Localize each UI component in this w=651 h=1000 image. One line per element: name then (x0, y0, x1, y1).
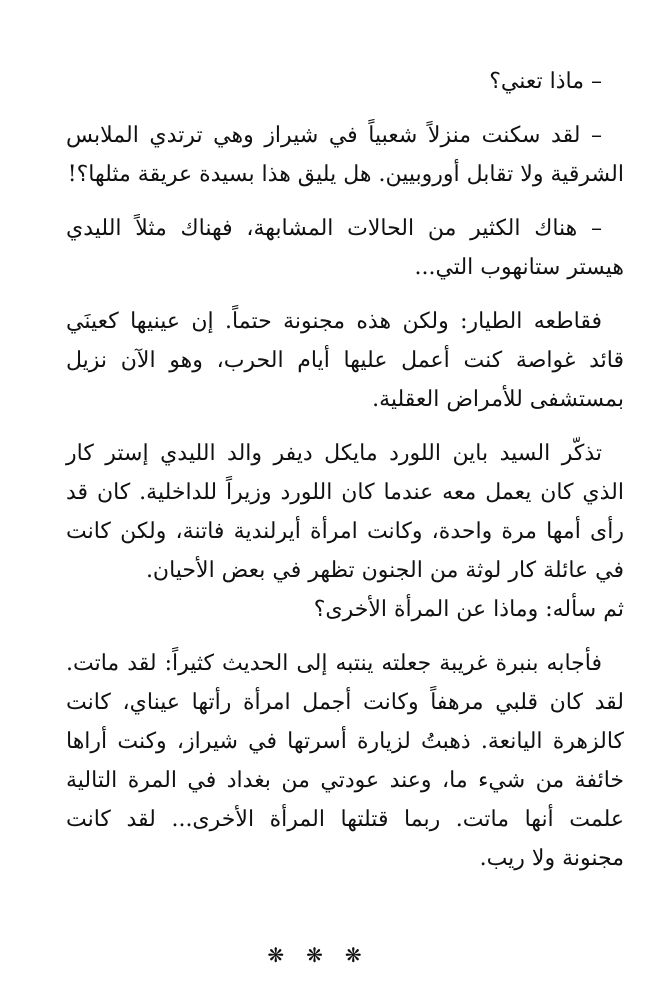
paragraph: تذكّر السيد باين اللورد مايكل ديفر والد الليدي إستر كار الذي كان يعمل معه عندما كان اللورد وزيراً للداخلية. كان قد رأى أمها مرة واحدة، وكانت امرأة أيرلندية فاتنة، ولكن كانت في عائلة كار لوثة من الجنون تظهر في بعض الأحيان. (66, 441, 624, 583)
section-break-ornament: ❋❋❋ (267, 943, 384, 967)
paragraph: فقاطعه الطيار: ولكن هذه مجنونة حتماً. إن عينيها كعينَي قائد غواصة كنت أعمل عليها أيام الحرب، وهو الآن نزيل بمستشفى للأمراض العقلية. (66, 309, 624, 412)
page-body (66, 62, 624, 893)
dialogue-line: – لقد سكنت منزلاً شعبياً في شيراز وهي ترتدي الملابس الشرقية ولا تقابل أوروبيين. هل يليق هذا بسيدة عريقة مثلها؟! (66, 123, 624, 187)
paragraph: فأجابه بنبرة غريبة جعلته ينتبه إلى الحديث كثيراً: لقد ماتت. لقد كان قلبي مرهفاً وكانت أجمل امرأة رأتها عيناي، كانت كالزهرة اليانعة. ذهبتُ لزيارة أسرتها في شيراز، وكنت أراها خائفة من شيء ما، وعند عودتي من بغداد في المرة التالية علمت أنها ماتت. ربما قتلتها المرأة الأخرى... لقد كانت مجنونة ولا ريب. (66, 651, 624, 871)
paragraph: ثم سأله: وماذا عن المرأة الأخرى؟ (313, 597, 624, 622)
dialogue-line: – ماذا تعني؟ (489, 69, 602, 94)
dialogue-line: – هناك الكثير من الحالات المشابهة، فهناك مثلاً الليدي هيستر ستانهوب التي... (66, 216, 624, 280)
